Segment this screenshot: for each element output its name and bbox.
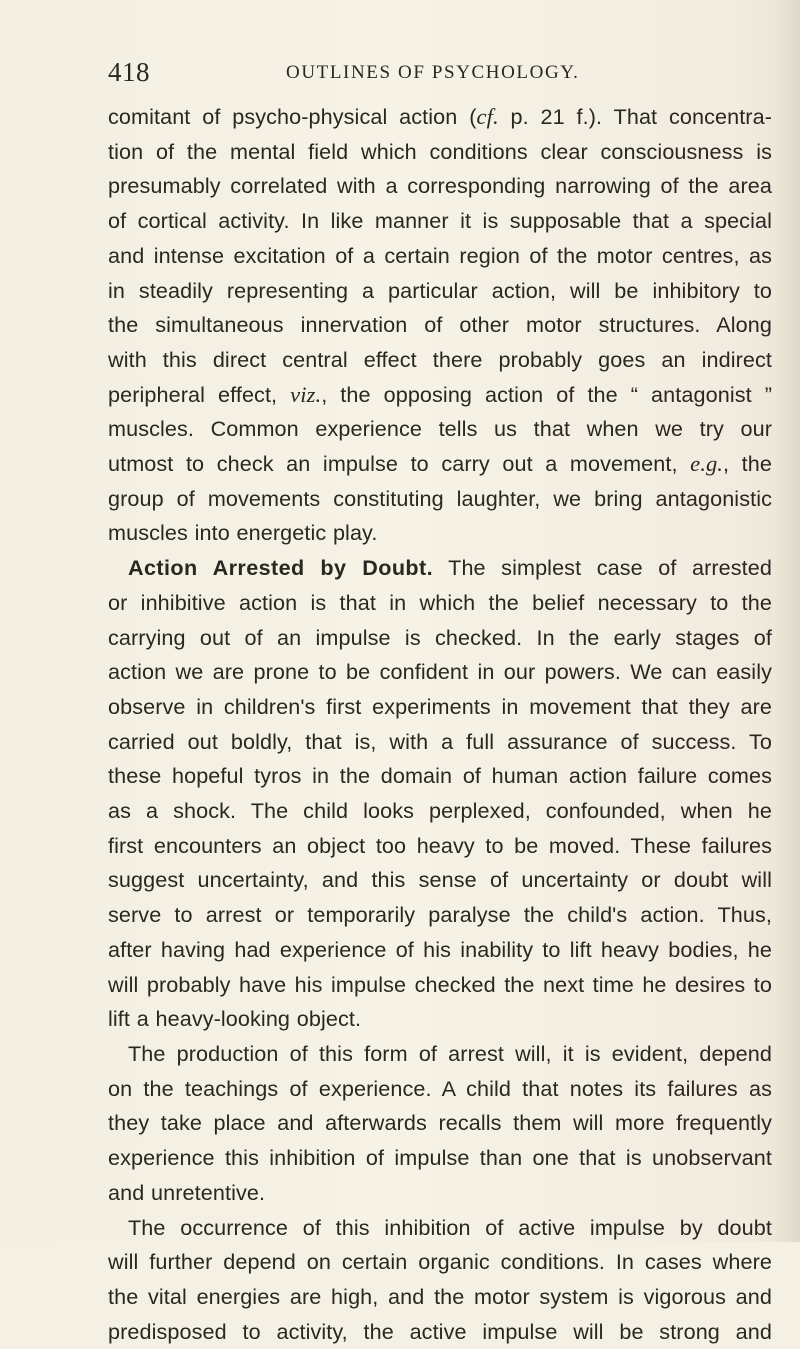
text-line: utmost to check an impulse to carry out a movement, e.g., the xyxy=(108,451,772,477)
text-line: serve to arrest or temporarily paralyse the child's action. Thus, xyxy=(108,902,772,928)
text-line: and unretentive. xyxy=(108,1179,266,1205)
text-line: predisposed to activity, the active impulse will be strong and xyxy=(108,1318,772,1344)
text-line: group of movements constituting laughter, we bring antagonistic xyxy=(108,485,772,511)
text-line: The production of this form of arrest will, it is evident, depend xyxy=(128,1040,772,1066)
text-line: suggest uncertainty, and this sense of uncertainty or doubt will xyxy=(108,867,772,893)
text-line: in steadily representing a particular action, will be inhibitory to xyxy=(108,277,772,303)
text-line: lift a heavy-looking object. xyxy=(108,1006,362,1032)
text-line: Action Arrested by Doubt. The simplest case of arrested xyxy=(128,555,772,581)
text-line: experience this inhibition of impulse than one that is unobservant xyxy=(108,1145,772,1171)
text-line: after having had experience of his inability to lift heavy bodies, he xyxy=(108,936,772,962)
text-line: the simultaneous innervation of other motor structures. Along xyxy=(108,312,772,338)
body-text xyxy=(108,100,772,1349)
text-line: presumably correlated with a corresponding narrowing of the area xyxy=(108,173,772,199)
text-line: the vital energies are high, and the motor system is vigorous and xyxy=(108,1283,772,1309)
text-line: comitant of psycho-physical action (cf. p. 21 f.). That concentra- xyxy=(108,104,772,129)
text-line: of cortical activity. In like manner it is supposable that a special xyxy=(108,208,772,234)
text-line: they take place and afterwards recalls them will more frequently xyxy=(108,1110,772,1136)
text-line: with this direct central effect there probably goes an indirect xyxy=(108,346,772,372)
text-line: first encounters an object too heavy to be moved. These failures xyxy=(108,832,772,858)
text-line: or inhibitive action is that in which the belief necessary to the xyxy=(108,589,772,615)
text-line: peripheral effect, viz., the opposing action of the “ antagonist ” xyxy=(108,381,772,407)
text-line: will probably have his impulse checked the next time he desires to xyxy=(108,971,772,997)
text-line: The occurrence of this inhibition of active impulse by doubt xyxy=(128,1214,772,1240)
text-line: muscles. Common experience tells us that when we try our xyxy=(108,416,772,442)
text-line: will further depend on certain organic conditions. In cases where xyxy=(108,1249,772,1275)
text-line: and intense excitation of a certain region of the motor centres, as xyxy=(108,242,772,268)
text-line: carrying out of an impulse is checked. In the early stages of xyxy=(108,624,772,650)
text-line: on the teachings of experience. A child that notes its failures as xyxy=(108,1075,772,1101)
running-title: OUTLINES OF PSYCHOLOGY. xyxy=(286,62,580,83)
text-line: carried out boldly, that is, with a full assurance of success. To xyxy=(108,728,772,754)
text-line: action we are prone to be confident in our powers. We can easily xyxy=(108,659,772,685)
page-number: 418 xyxy=(108,57,150,87)
text-line: observe in children's first experiments in movement that they are xyxy=(108,693,772,719)
page-edge-shadow xyxy=(774,0,800,1242)
page-header xyxy=(108,54,780,90)
text-line: tion of the mental field which conditions clear consciousness is xyxy=(108,138,772,164)
section-heading: Action Arrested by Doubt. xyxy=(128,555,434,581)
text-line: these hopeful tyros in the domain of human action failure comes xyxy=(108,763,772,789)
text-line: as a shock. The child looks perplexed, confounded, when he xyxy=(108,798,772,824)
text-line: muscles into energetic play. xyxy=(108,520,378,546)
